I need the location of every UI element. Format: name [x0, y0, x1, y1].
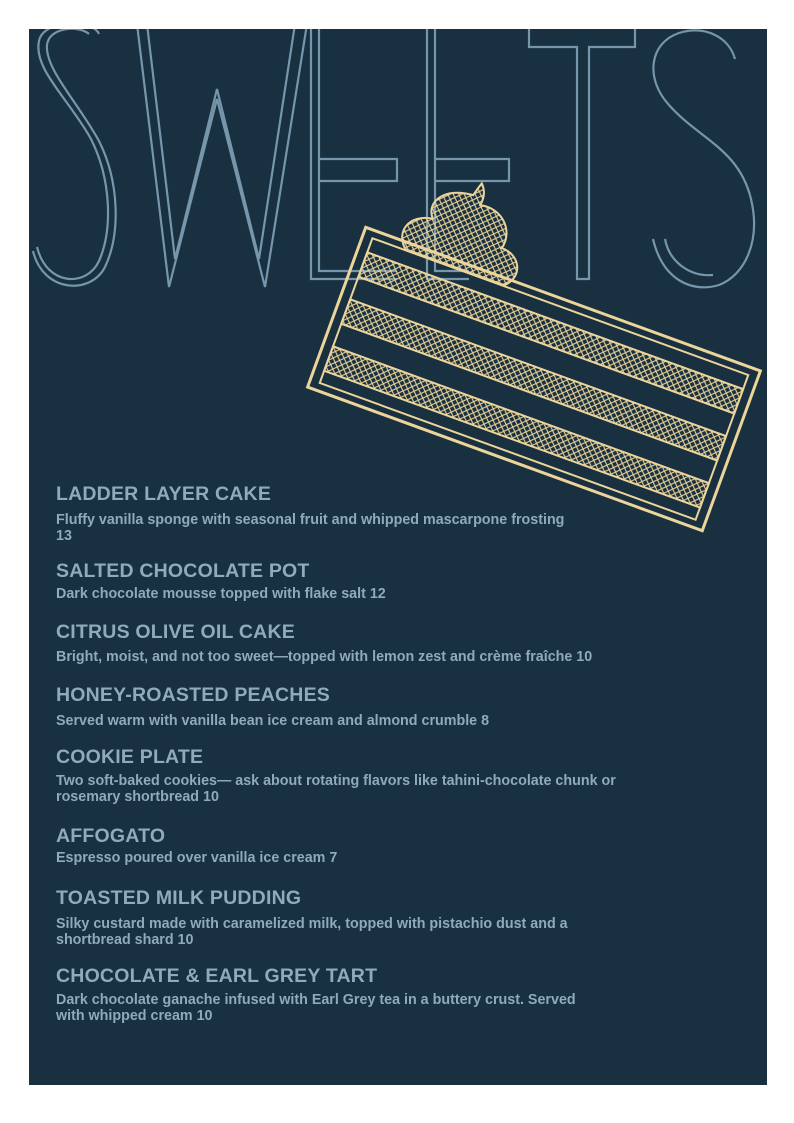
dessert-item: [56, 964, 716, 1024]
dessert-description: Espresso poured over vanilla ice cream 7: [56, 850, 338, 866]
dessert-name: TOASTED MILK PUDDING: [56, 887, 302, 909]
dessert-name: CHOCOLATE & EARL GREY TART: [56, 965, 378, 987]
layer-cake-slice-icon: [29, 29, 767, 549]
dessert-description: Two soft-baked cookies— ask about rotating flavors like tahini-chocolate chunk or rosemary shortbread 10: [56, 773, 616, 805]
dessert-item: [56, 745, 716, 805]
dessert-description: Dark chocolate ganache infused with Earl Grey tea in a buttery crust. Served with whipped cream 10: [56, 992, 576, 1024]
dessert-item: [56, 620, 716, 665]
menu-card: [29, 29, 767, 1085]
dessert-description: Dark chocolate mousse topped with flake salt 12: [56, 586, 386, 602]
dessert-name: SALTED CHOCOLATE POT: [56, 560, 310, 582]
dessert-description: Bright, moist, and not too sweet—topped with lemon zest and crème fraîche 10: [56, 649, 593, 665]
dessert-name: CITRUS OLIVE OIL CAKE: [56, 621, 295, 643]
dessert-item: [56, 683, 716, 729]
dessert-name: LADDER LAYER CAKE: [56, 483, 272, 505]
dessert-item: [56, 824, 716, 866]
dessert-item: [56, 482, 716, 544]
dessert-name: AFFOGATO: [56, 825, 166, 847]
dessert-description: Fluffy vanilla sponge with seasonal fruit and whipped mascarpone frosting 13: [56, 512, 565, 544]
dessert-item: [56, 886, 716, 948]
dessert-item: [56, 559, 716, 602]
dessert-name: COOKIE PLATE: [56, 746, 204, 768]
dessert-description: Silky custard made with caramelized milk, topped with pistachio dust and a shortbread shard 10: [56, 916, 568, 948]
dessert-name: HONEY-ROASTED PEACHES: [56, 684, 330, 706]
dessert-description: Served warm with vanilla bean ice cream and almond crumble 8: [56, 713, 490, 729]
